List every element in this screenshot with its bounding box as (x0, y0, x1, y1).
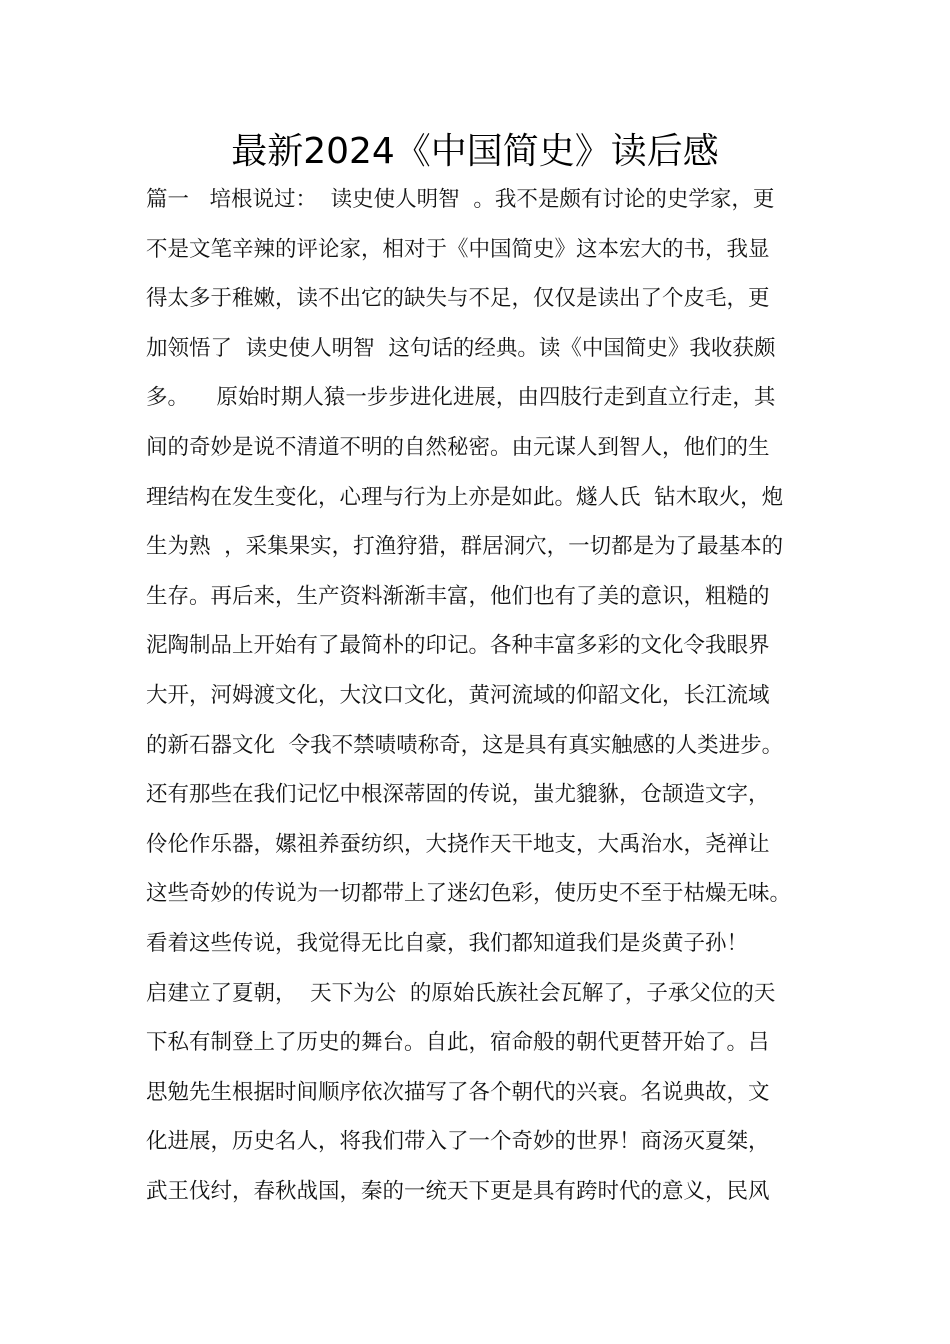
text-line: 生存。再后来，生产资料渐渐丰富，他们也有了美的意识，粗糙的 (146, 583, 770, 609)
text-line: 的新石器文化 令我不禁啧啧称奇，这是具有真实触感的人类进步。 (146, 732, 784, 758)
text-line: 篇一 培根说过： 读史使人明智 。我不是颇有讨论的史学家，更 (146, 187, 775, 212)
text-line: 启建立了夏朝， 天下为公 的原始氏族社会瓦解了，子承父位的天 (146, 980, 776, 1006)
text-line: 加领悟了 读史使人明智 这句话的经典。读《中国简史》我收获颇 (146, 335, 776, 361)
text-line: 伶伦作乐器，嫘祖养蚕纺织，大挠作天干地支，大禹治水，尧禅让 (146, 831, 770, 857)
document-title: 最新2024《中国简史》读后感 (231, 131, 719, 172)
text-line: 多。 原始时期人猿一步步进化进展，由四肢行走到直立行走，其 (146, 385, 776, 411)
text-line: 看着这些传说，我觉得无比自豪，我们都知道我们是炎黄子孙！ (146, 930, 749, 956)
text-line: 泥陶制品上开始有了最简朴的印记。各种丰富多彩的文化令我眼界 (146, 633, 770, 659)
text-line: 不是文笔辛辣的评论家，相对于《中国简史》这本宏大的书，我显 (146, 236, 770, 262)
text-line: 思勉先生根据时间顺序依次描写了各个朝代的兴衰。名说典故，文 (146, 1079, 770, 1105)
text-line: 下私有制登上了历史的舞台。自此，宿命般的朝代更替开始了。吕 (146, 1030, 770, 1056)
text-line: 这些奇妙的传说为一切都带上了迷幻色彩，使历史不至于枯燥无味。 (146, 881, 792, 907)
text-line: 大开，河姆渡文化，大汶口文化，黄河流域的仰韶文化，长江流域 (146, 682, 770, 708)
text-line: 得太多于稚嫩，读不出它的缺失与不足，仅仅是读出了个皮毛，更 (146, 286, 770, 312)
text-line: 理结构在发生变化，心理与行为上亦是如此。燧人氏 钻木取火，炮 (146, 484, 784, 510)
text-line: 化进展，历史名人，将我们带入了一个奇妙的世界！商汤灭夏桀， (146, 1129, 770, 1155)
text-line: 生为熟 ，采集果实，打渔狩猎，群居洞穴，一切都是为了最基本的 (146, 534, 784, 560)
text-line: 还有那些在我们记忆中根深蒂固的传说，蚩尤貔貅，仓颉造文字， (146, 782, 770, 808)
text-line: 间的奇妙是说不清道不明的自然秘密。由元谋人到智人，他们的生 (146, 434, 770, 460)
document-body (146, 181, 826, 1222)
text-line: 武王伐纣，春秋战国，秦的一统天下更是具有跨时代的意义，民风 (146, 1178, 770, 1204)
